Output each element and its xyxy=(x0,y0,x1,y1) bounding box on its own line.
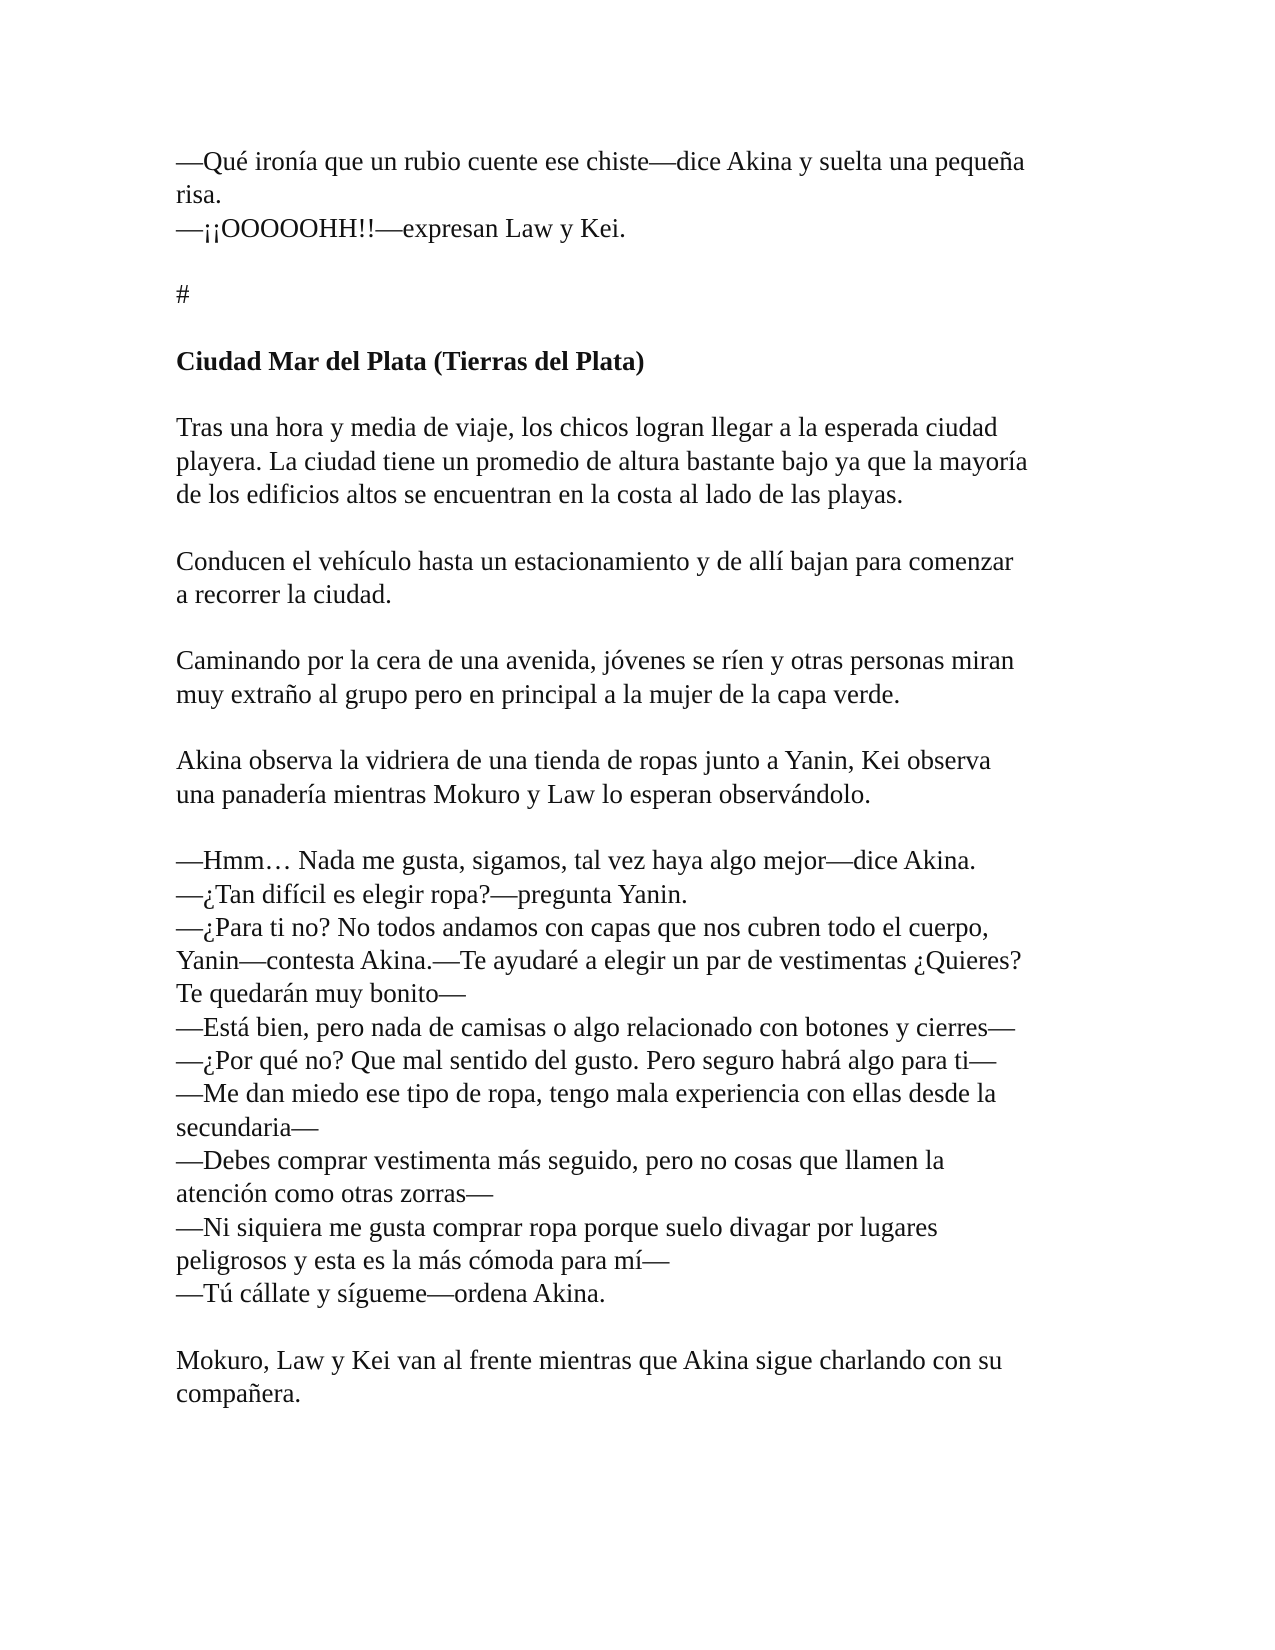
text-line: Caminando por la cera de una avenida, jóvenes se ríen y otras personas miran xyxy=(176,645,1015,676)
text-line: risa. xyxy=(176,179,222,210)
text-line: una panadería mientras Mokuro y Law lo esperan observándolo. xyxy=(176,778,872,809)
paragraph-spacer xyxy=(176,711,1106,744)
text-line: —¡¡OOOOOHH!!—expresan Law y Kei. xyxy=(176,212,626,243)
text-line: secundaria— xyxy=(176,1111,319,1142)
paragraph xyxy=(176,744,1106,811)
paragraph xyxy=(176,1344,1106,1411)
text-line: —Qué ironía que un rubio cuente ese chiste—dice Akina y suelta una pequeña xyxy=(176,146,1025,176)
text-line: Yanin—contesta Akina.—Te ayudaré a elegir un par de vestimentas ¿Quieres? xyxy=(176,945,1022,976)
paragraph-spacer xyxy=(176,811,1106,844)
paragraph xyxy=(176,644,1106,711)
paragraph xyxy=(176,411,1106,511)
heading-text: Ciudad Mar del Plata (Tierras del Plata) xyxy=(176,345,645,376)
text-line: —¿Tan difícil es elegir ropa?—pregunta Yanin. xyxy=(176,878,688,909)
paragraph xyxy=(176,545,1106,612)
text-line: a recorrer la ciudad. xyxy=(176,578,392,609)
text-line: peligrosos y esta es la más cómoda para mí— xyxy=(176,1244,670,1275)
text-line: Tras una hora y media de viaje, los chicos logran llegar a la esperada ciudad xyxy=(176,412,998,443)
text-line: —Ni siquiera me gusta comprar ropa porque suelo divagar por lugares xyxy=(176,1211,938,1242)
text-line: —Tú cállate y sígueme—ordena Akina. xyxy=(176,1278,606,1309)
text-line: Conducen el vehículo hasta un estacionamiento y de allí bajan para comenzar xyxy=(176,545,1014,576)
paragraph xyxy=(176,145,1106,245)
text-line: atención como otras zorras— xyxy=(176,1178,494,1209)
text-line: —Debes comprar vestimenta más seguido, pero no cosas que llamen la xyxy=(176,1144,945,1175)
text-line: —Me dan miedo ese tipo de ropa, tengo mala experiencia con ellas desde la xyxy=(176,1078,997,1109)
text-line: Te quedarán muy bonito— xyxy=(176,978,466,1009)
text-line: de los edificios altos se encuentran en la costa al lado de las playas. xyxy=(176,478,904,509)
text-line: Akina observa la vidriera de una tienda de ropas junto a Yanin, Kei observa xyxy=(176,745,992,776)
paragraph xyxy=(176,844,1106,1310)
paragraph xyxy=(176,278,1106,311)
text-line: —¿Por qué no? Que mal sentido del gusto. Pero seguro habrá algo para ti— xyxy=(176,1045,997,1076)
text-line: Mokuro, Law y Kei van al frente mientras que Akina sigue charlando con su xyxy=(176,1344,1003,1375)
paragraph-spacer xyxy=(176,611,1106,644)
paragraph-spacer xyxy=(176,245,1106,278)
document-page xyxy=(176,145,1106,1410)
section-heading xyxy=(176,345,1106,378)
paragraph-spacer xyxy=(176,378,1106,411)
paragraph-spacer xyxy=(176,1310,1106,1343)
text-line: compañera. xyxy=(176,1377,302,1408)
text-line: —¿Para ti no? No todos andamos con capas que nos cubren todo el cuerpo, xyxy=(176,911,989,942)
text-line: —Está bien, pero nada de camisas o algo relacionado con botones y cierres— xyxy=(176,1011,1015,1042)
paragraph-spacer xyxy=(176,511,1106,544)
paragraph-spacer xyxy=(176,311,1106,344)
text-line: playera. La ciudad tiene un promedio de altura bastante bajo ya que la mayoría xyxy=(176,445,1028,476)
text-line: muy extraño al grupo pero en principal a la mujer de la capa verde. xyxy=(176,678,901,709)
text-line: —Hmm… Nada me gusta, sigamos, tal vez haya algo mejor—dice Akina. xyxy=(176,845,977,876)
text-line: # xyxy=(176,279,190,310)
